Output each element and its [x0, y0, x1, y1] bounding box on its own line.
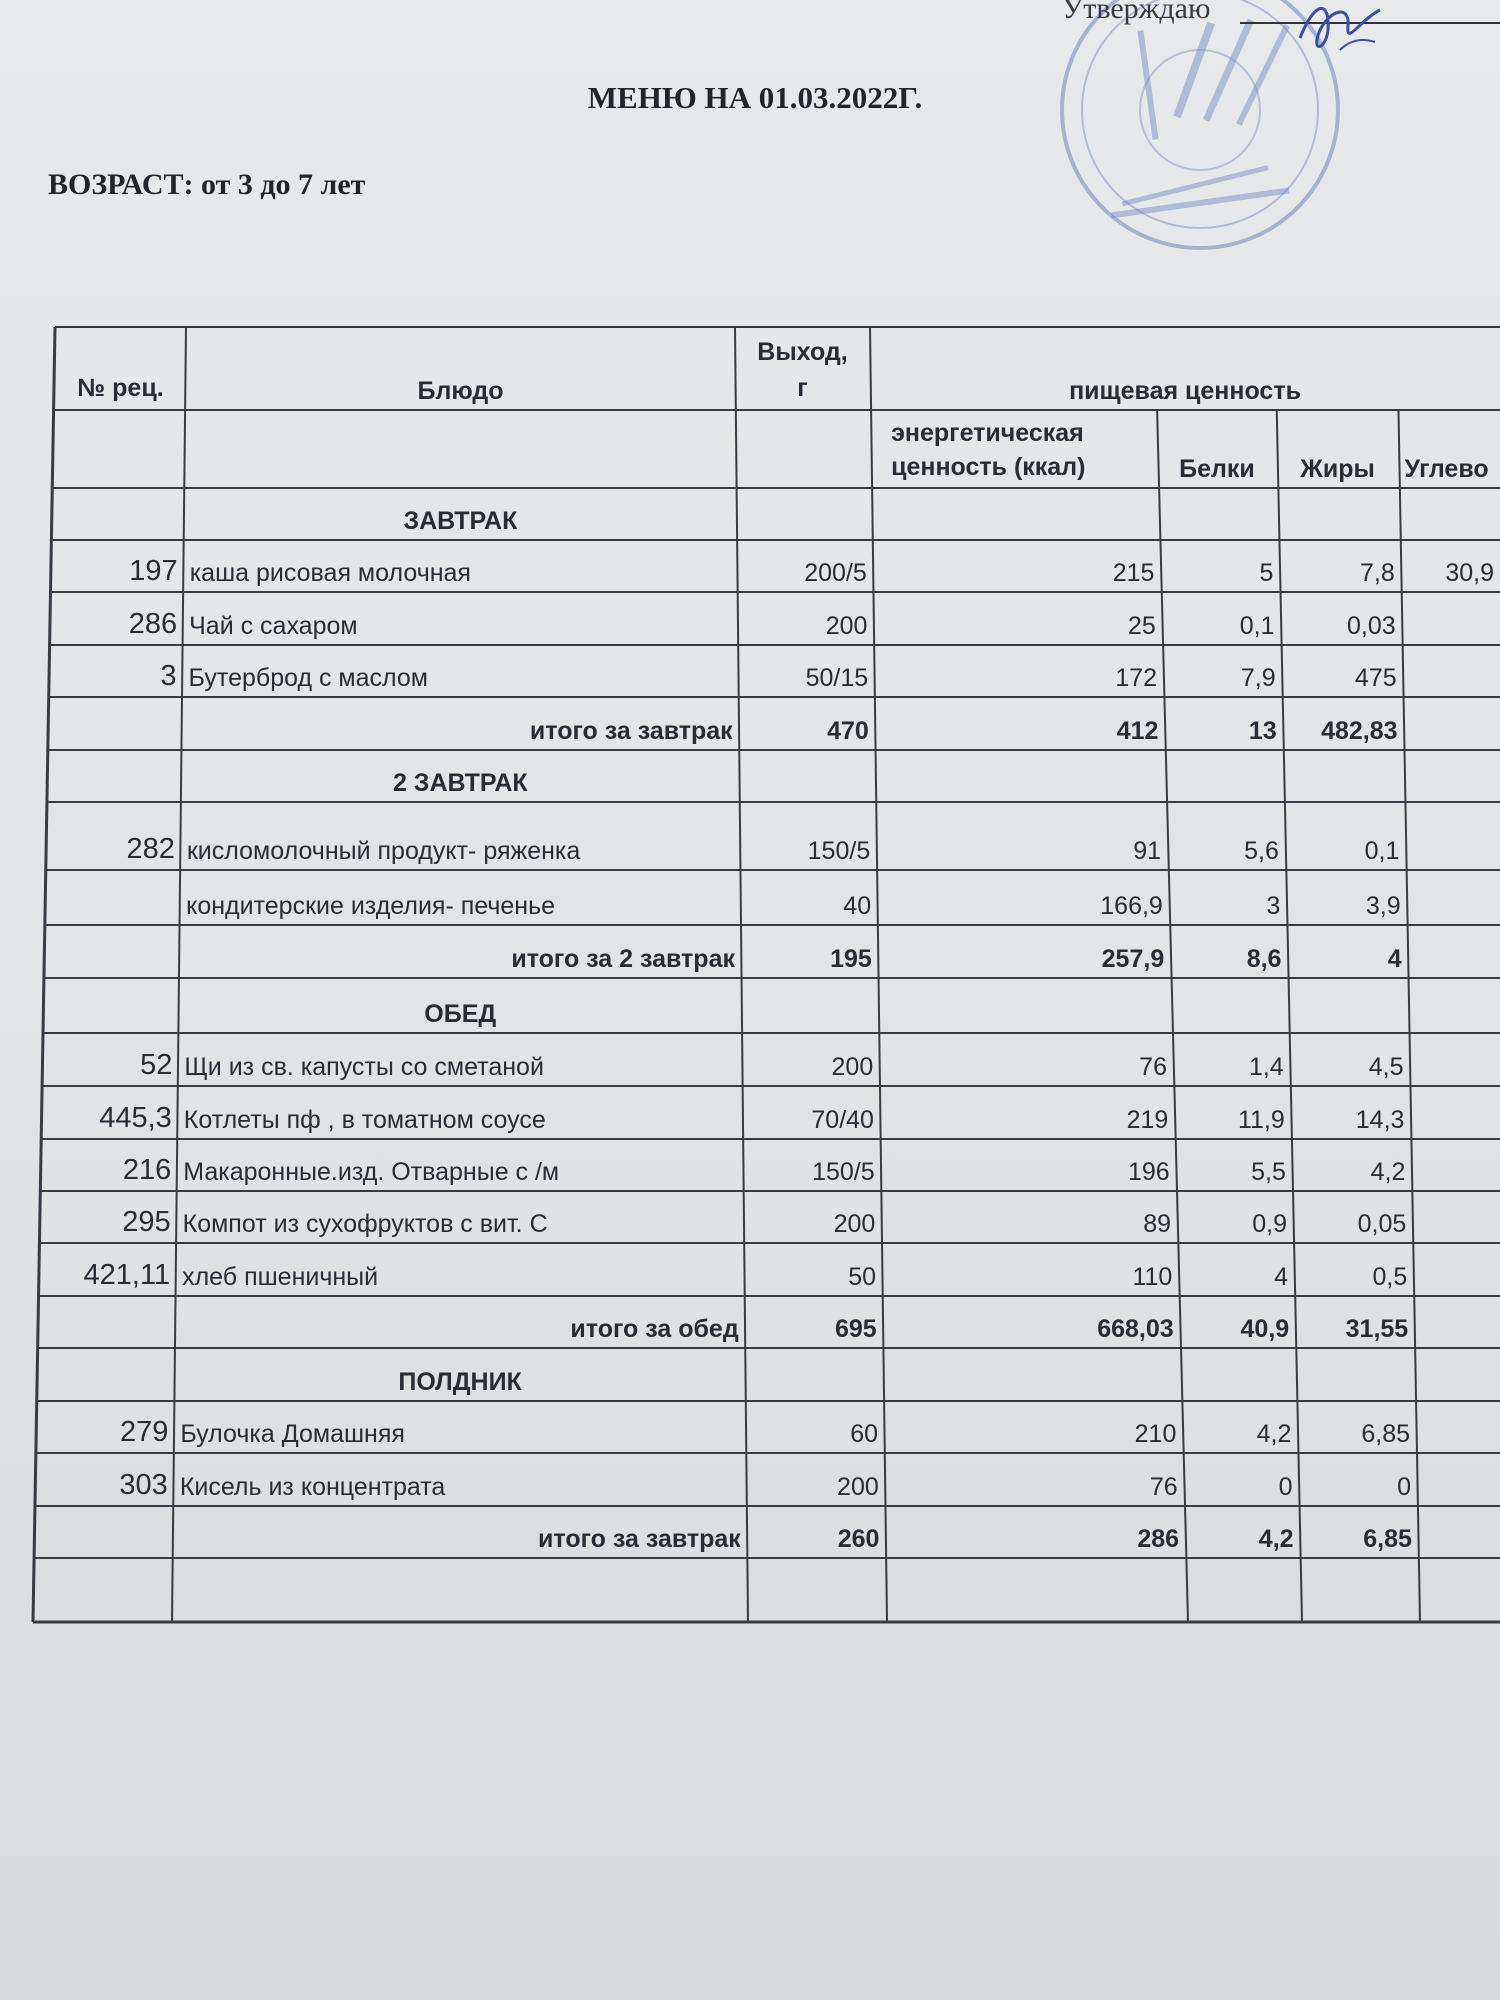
recipe-number: 282: [126, 833, 175, 865]
protein-value: 4: [1274, 1263, 1289, 1291]
grid-line: [886, 1558, 887, 1622]
recipe-number: 216: [122, 1154, 172, 1186]
grid-line: [747, 1558, 748, 1622]
yield-value: 200/5: [804, 559, 867, 587]
yield-value: 695: [834, 1315, 877, 1343]
energy-value: 166,9: [1100, 892, 1163, 920]
protein-value: 3: [1266, 892, 1281, 920]
dish-name: Чай с сахаром: [189, 612, 358, 640]
header-rec-no: № рец.: [77, 374, 164, 402]
dish-name: Котлеты пф , в томатном соусе: [183, 1106, 546, 1134]
grid-line: [742, 978, 743, 1033]
carbs-value: [1402, 592, 1500, 645]
grid-line: [1415, 1348, 1416, 1401]
grid-line: [1172, 978, 1173, 1033]
grid-line: [1400, 488, 1401, 540]
total-label: итого за завтрак: [529, 717, 733, 745]
energy-value: 412: [1116, 717, 1159, 745]
yield-value: 50: [848, 1263, 877, 1291]
fat-value: 482,83: [1321, 717, 1398, 745]
header-carbs: Углево: [1404, 455, 1489, 483]
fat-value: 4,5: [1368, 1053, 1404, 1081]
header-yield: Выход, г: [757, 338, 848, 402]
protein-value: 8,6: [1246, 945, 1282, 973]
energy-value: 76: [1139, 1053, 1167, 1081]
protein-value: 4,2: [1256, 1420, 1292, 1448]
header-dish: Блюдо: [417, 377, 504, 405]
carbs-value: [1410, 1086, 1500, 1139]
yield-value: 200: [837, 1473, 879, 1501]
grid-line: [1284, 750, 1285, 802]
carbs-value: [1412, 1191, 1500, 1243]
header-protein: Белки: [1179, 455, 1255, 483]
section-title: ОБЕД: [424, 1000, 497, 1028]
grid-line: [739, 750, 740, 802]
carbs-value: [1405, 802, 1500, 870]
carbs-value: [1417, 1453, 1500, 1506]
dish-name: Щи из св. капусты со сметаной: [184, 1053, 544, 1081]
yield-value: 150/5: [812, 1158, 875, 1186]
total-label: итого за 2 завтрак: [511, 945, 735, 973]
grid-line: [872, 488, 873, 540]
protein-value: 0,9: [1252, 1210, 1287, 1238]
yield-value: 40: [843, 892, 872, 920]
yield-value: 200: [833, 1210, 876, 1238]
protein-value: 5,5: [1251, 1158, 1286, 1186]
carbs-value: [1413, 1243, 1500, 1296]
section-title: 2 ЗАВТРАК: [392, 769, 528, 797]
grid-line: [1159, 488, 1160, 540]
carbs-value: [1414, 1296, 1500, 1348]
protein-value: 1,4: [1248, 1053, 1284, 1081]
grid-line: [1166, 750, 1167, 802]
carbs-value: [1410, 1033, 1500, 1086]
yield-value: 50/15: [805, 664, 869, 692]
total-label: итого за завтрак: [538, 1525, 741, 1553]
fat-value: 4: [1387, 945, 1402, 973]
energy-value: 91: [1133, 837, 1162, 865]
yield-value: 200: [825, 612, 868, 640]
fat-value: 6,85: [1363, 1525, 1412, 1553]
total-label: итого за обед: [570, 1315, 739, 1343]
energy-value: 210: [1134, 1420, 1177, 1448]
approval-label: Утверждаю: [1062, 0, 1211, 25]
dish-name: Компот из сухофруктов с вит. С: [182, 1210, 548, 1238]
energy-value: 257,9: [1101, 945, 1165, 973]
protein-value: 4,2: [1258, 1525, 1294, 1553]
section-title: ПОЛДНИК: [398, 1368, 522, 1396]
carbs-value: [1408, 925, 1500, 978]
recipe-number: 295: [122, 1206, 171, 1238]
yield-value: 70/40: [811, 1106, 874, 1134]
grid-line: [883, 1348, 884, 1401]
energy-value: 110: [1132, 1263, 1173, 1291]
protein-value: 11,9: [1237, 1106, 1285, 1134]
grid-line: [1419, 1558, 1420, 1622]
fat-value: 6,85: [1361, 1420, 1411, 1448]
grid-line: [879, 978, 880, 1033]
recipe-number: 286: [128, 608, 178, 640]
yield-value: 195: [830, 945, 872, 973]
protein-value: 7,9: [1240, 664, 1276, 692]
protein-value: 5: [1259, 559, 1274, 587]
recipe-number: 303: [119, 1469, 168, 1501]
energy-value: 219: [1126, 1106, 1169, 1134]
grid-line: [1296, 1348, 1297, 1401]
grid-line: [1301, 1558, 1302, 1622]
fat-value: 4,2: [1370, 1158, 1406, 1186]
recipe-number: 279: [119, 1416, 169, 1448]
dish-name: Бутерброд с маслом: [188, 664, 428, 692]
dish-name: Булочка Домашняя: [180, 1420, 405, 1448]
protein-value: 13: [1248, 717, 1277, 745]
yield-value: 150/5: [807, 837, 871, 865]
energy-value: 668,03: [1097, 1315, 1174, 1343]
protein-value: 0: [1278, 1473, 1293, 1501]
grid-line: [1278, 488, 1279, 540]
protein-value: 0,1: [1239, 612, 1275, 640]
grid-line: [172, 1558, 173, 1622]
fat-value: 31,55: [1345, 1315, 1409, 1343]
header-energy: энергетическая ценность (ккал): [891, 419, 1086, 481]
header-fat: Жиры: [1300, 455, 1375, 483]
dish-name: хлеб пшеничный: [182, 1263, 379, 1291]
dish-name: каша рисовая молочная: [189, 559, 471, 587]
dish-name: кисломолочный продукт- ряженка: [186, 837, 581, 865]
recipe-number: [46, 870, 180, 925]
grid-line: [737, 488, 738, 540]
fat-value: 0,03: [1347, 612, 1396, 640]
fat-value: 0: [1397, 1473, 1411, 1501]
carbs-value: [1403, 645, 1500, 697]
fat-value: 7,8: [1360, 559, 1395, 587]
fat-value: 14,3: [1355, 1106, 1405, 1134]
carbs-value: [1416, 1401, 1500, 1453]
protein-value: 5,6: [1244, 837, 1279, 865]
fat-value: 0,05: [1357, 1210, 1407, 1238]
grid-line: [876, 750, 877, 802]
grid-line: [745, 1348, 746, 1401]
page-title: МЕНЮ НА 01.03.2022Г.: [587, 80, 923, 115]
fat-value: 3,9: [1365, 892, 1401, 920]
yield-value: 470: [827, 717, 869, 745]
grid-line: [1186, 1558, 1188, 1622]
recipe-number: 52: [140, 1049, 173, 1081]
grid-line: [1289, 978, 1290, 1033]
grid-line: [184, 410, 185, 488]
grid-line: [1409, 978, 1410, 1033]
yield-value: 60: [850, 1420, 879, 1448]
section-title: ЗАВТРАК: [403, 507, 518, 535]
yield-value: 200: [831, 1053, 874, 1081]
dish-name: Макаронные.изд. Отварные с /м: [183, 1158, 560, 1186]
recipe-number: 421,11: [83, 1259, 171, 1291]
carbs-value: [1407, 870, 1500, 925]
energy-value: 196: [1127, 1158, 1170, 1186]
grid-line: [736, 410, 737, 488]
recipe-number: 445,3: [99, 1102, 172, 1134]
yield-value: 260: [837, 1525, 880, 1553]
age-value: от 3 до 7 лет: [201, 168, 366, 201]
recipe-number: 3: [160, 660, 177, 692]
fat-value: 0,5: [1372, 1263, 1408, 1291]
energy-value: 215: [1112, 559, 1155, 587]
grid-line: [1405, 750, 1406, 802]
recipe-number: 197: [129, 555, 178, 587]
energy-value: 25: [1127, 612, 1156, 640]
fat-value: 475: [1354, 664, 1397, 692]
fat-value: 0,1: [1364, 837, 1400, 865]
energy-value: 172: [1115, 664, 1158, 692]
carbs-value: 30,9: [1445, 559, 1494, 587]
dish-name: кондитерские изделия- печенье: [186, 892, 556, 920]
carbs-value: [1411, 1139, 1500, 1191]
age-label: ВОЗРАСТ:: [48, 168, 194, 201]
grid-line: [1181, 1348, 1182, 1401]
carbs-value: [1418, 1506, 1500, 1558]
energy-value: 89: [1143, 1210, 1171, 1238]
carbs-value: [1404, 697, 1500, 750]
energy-value: 286: [1137, 1525, 1180, 1553]
protein-value: 40,9: [1240, 1315, 1290, 1343]
energy-value: 76: [1149, 1473, 1178, 1501]
dish-name: Кисель из концентрата: [179, 1473, 446, 1501]
header-nutrition: пищевая ценность: [1069, 377, 1301, 405]
